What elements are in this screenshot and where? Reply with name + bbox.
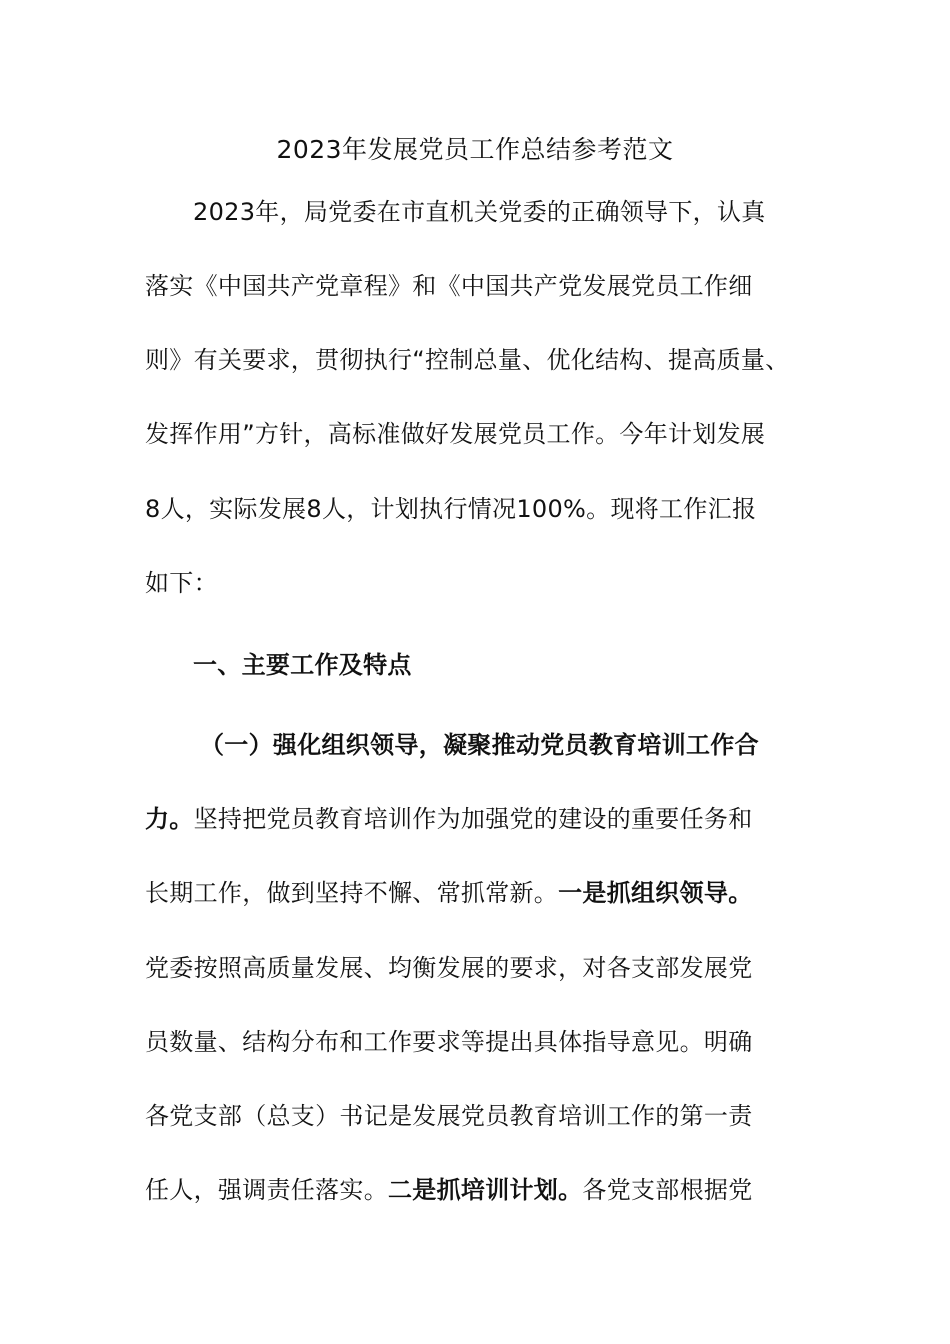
intro-line-1: 2023年，局党委在市直机关党委的正确领导下，认真: [193, 198, 766, 226]
body-line-5: 员数量、结构分布和工作要求等提出具体指导意见。明确: [145, 1028, 753, 1056]
document-title: 2023年发展党员工作总结参考范文: [276, 135, 674, 164]
subsection-heading: （一）强化组织领导，凝聚推动党员教育培训工作合: [200, 731, 759, 759]
intro-line-6: 如下：: [145, 569, 218, 597]
point-one-heading: 一是抓组织领导。: [558, 879, 753, 907]
body-text: 坚持把党员教育培训作为加强党的建设的重要任务和: [193, 805, 753, 833]
intro-line-4: 发挥作用”方针，高标准做好发展党员工作。今年计划发展: [145, 420, 766, 448]
intro-line-2: 落实《中国共产党章程》和《中国共产党发展党员工作细: [145, 272, 753, 300]
subsection-heading-end: 力。: [145, 805, 194, 833]
body-text: 任人，强调责任落实。: [145, 1176, 388, 1204]
intro-line-5: 8人，实际发展8人，计划执行情况100%。现将工作汇报: [145, 495, 757, 523]
body-line-6: 各党支部（总支）书记是发展党员教育培训工作的第一责: [145, 1102, 753, 1130]
body-line-4: 党委按照高质量发展、均衡发展的要求，对各支部发展党: [145, 954, 753, 982]
body-text: 长期工作，做到坚持不懈、常抓常新。: [145, 879, 559, 907]
intro-line-3: 则》有关要求，贯彻执行“控制总量、优化结构、提高质量、: [145, 346, 790, 374]
body-line-7: [145, 1170, 753, 1210]
body-text: 各党支部根据党: [582, 1176, 753, 1204]
section-heading: 一、主要工作及特点: [193, 651, 412, 679]
body-line-3: [145, 873, 753, 913]
point-two-heading: 二是抓培训计划。: [388, 1176, 583, 1204]
body-line-2: [145, 799, 753, 839]
